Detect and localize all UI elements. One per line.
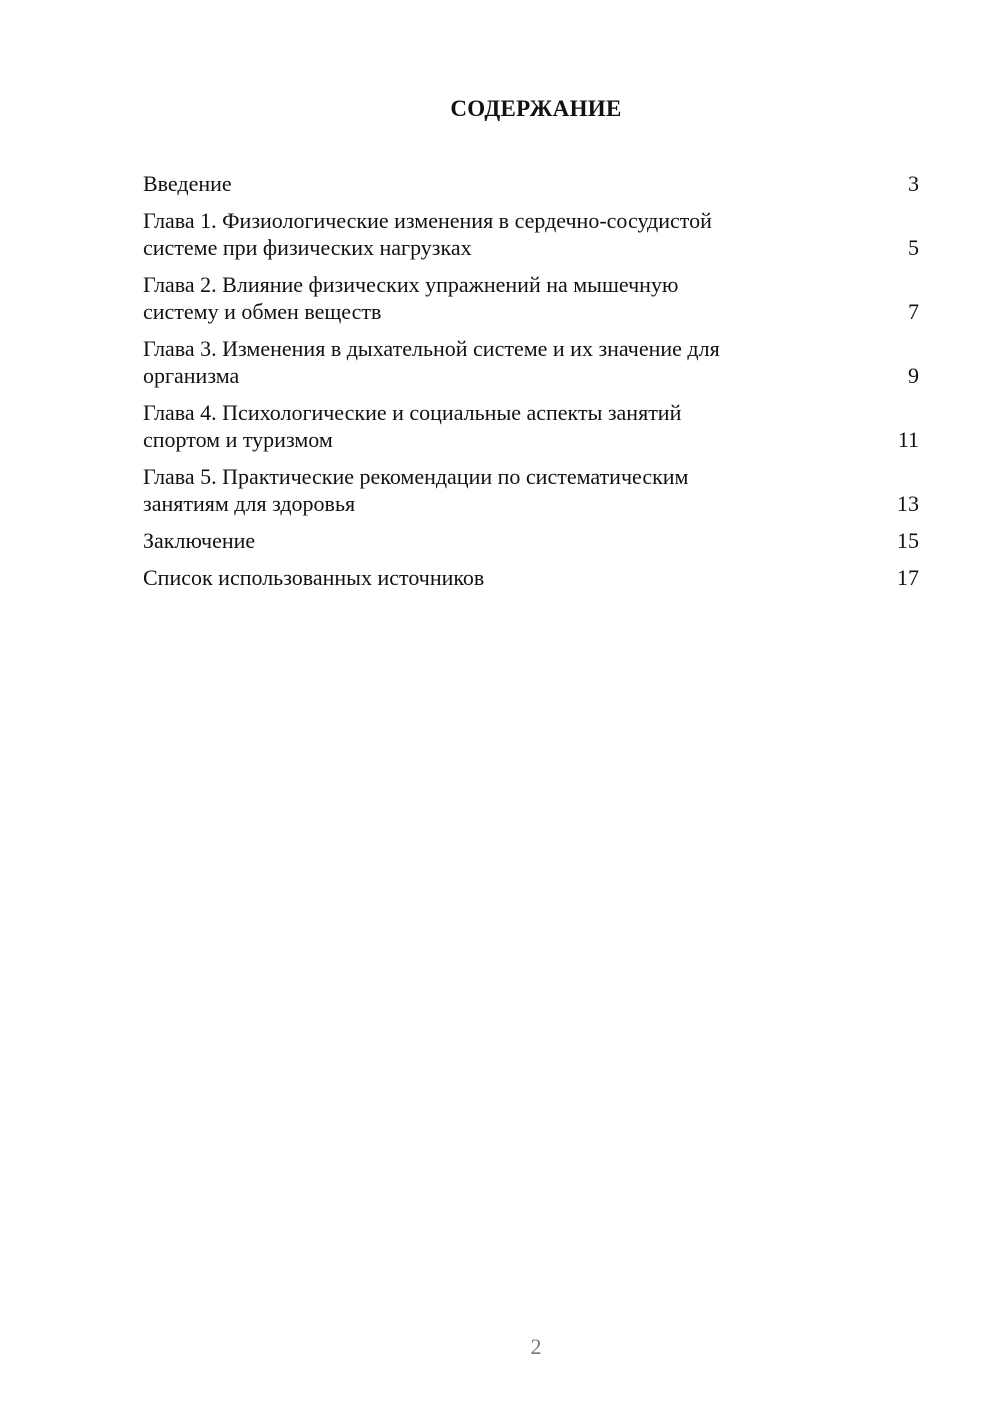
toc-entry-page: 11: [897, 427, 919, 452]
toc-entry-line: системе при физических нагрузках: [143, 235, 472, 260]
toc-entry-line: спортом и туризмом: [143, 427, 333, 452]
toc-entry-text: [143, 564, 803, 591]
toc-entry-text: [143, 170, 803, 197]
toc-entry-page: 9: [908, 363, 919, 388]
toc-entry-chapter-3: [143, 335, 919, 389]
toc-entry-page: 15: [897, 528, 919, 553]
toc-entry-chapter-5: [143, 463, 919, 517]
toc-entry-text: [143, 335, 803, 389]
toc-entry-text: [143, 207, 803, 261]
toc-entry-line: Глава 4. Психологические и социальные аспекты занятий: [143, 400, 682, 425]
table-of-contents: [143, 170, 919, 601]
toc-entry-line: Заключение: [143, 528, 256, 553]
toc-entry-line: организма: [143, 363, 240, 388]
toc-entry-line: занятиям для здоровья: [143, 491, 356, 516]
toc-entry-introduction: [143, 170, 919, 197]
toc-entry-page: 7: [908, 299, 919, 324]
toc-entry-page: 3: [908, 171, 919, 196]
page-title: СОДЕРЖАНИЕ: [450, 96, 622, 121]
page-number: 2: [530, 1334, 542, 1359]
toc-entry-line: Глава 2. Влияние физических упражнений на мышечную: [143, 272, 679, 297]
toc-entry-text: [143, 463, 803, 517]
toc-entry-text: [143, 271, 803, 325]
toc-entry-line: систему и обмен веществ: [143, 299, 382, 324]
toc-entry-chapter-1: [143, 207, 919, 261]
toc-entry-line: Глава 1. Физиологические изменения в сердечно-сосудистой: [143, 208, 712, 233]
toc-entry-chapter-4: [143, 399, 919, 453]
toc-entry-page: 17: [897, 565, 919, 590]
toc-entry-line: Глава 3. Изменения в дыхательной системе и их значение для: [143, 336, 720, 361]
toc-entry-line: Введение: [143, 171, 232, 196]
toc-entry-chapter-2: [143, 271, 919, 325]
toc-entry-text: [143, 399, 803, 453]
toc-entry-page: 5: [908, 235, 919, 260]
toc-entry-text: [143, 527, 803, 554]
toc-entry-line: Глава 5. Практические рекомендации по систематическим: [143, 464, 689, 489]
toc-entry-page: 13: [897, 491, 919, 516]
toc-entry-conclusion: [143, 527, 919, 554]
toc-entry-line: Список использованных источников: [143, 565, 485, 590]
toc-entry-references: [143, 564, 919, 591]
